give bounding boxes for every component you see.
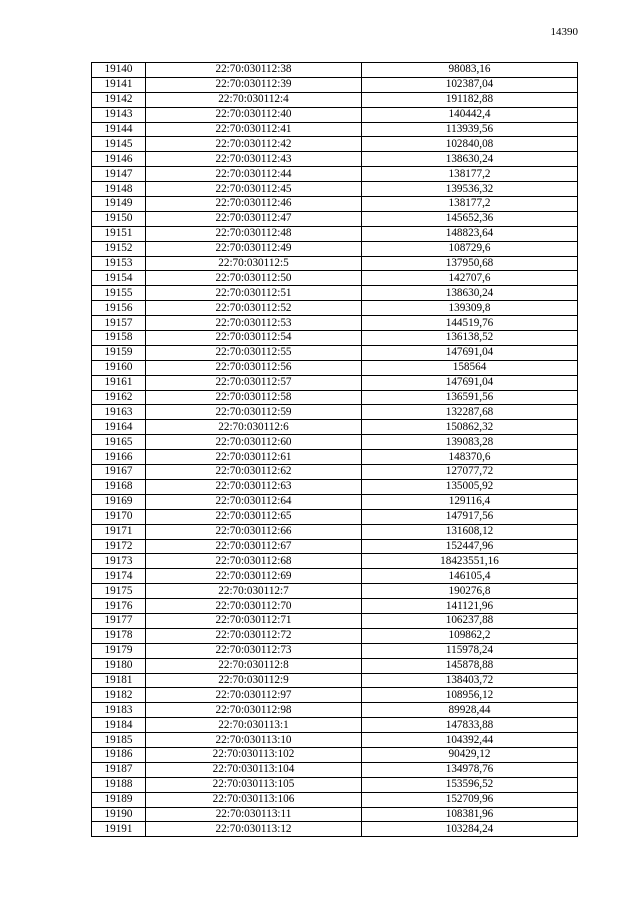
value-cell: 132287,68	[362, 405, 578, 420]
value-cell: 90429,12	[362, 747, 578, 762]
table-row	[92, 450, 578, 465]
value-cell: 139536,32	[362, 182, 578, 197]
row-number-cell: 19147	[92, 167, 146, 182]
table-row	[92, 703, 578, 718]
table-row	[92, 286, 578, 301]
row-number-cell: 19170	[92, 509, 146, 524]
value-cell: 127077,72	[362, 465, 578, 480]
table-row	[92, 494, 578, 509]
value-cell: 115978,24	[362, 643, 578, 658]
value-cell: 148370,6	[362, 450, 578, 465]
cadastral-number-cell: 22:70:030112:51	[146, 286, 362, 301]
table-row	[92, 211, 578, 226]
value-cell: 140442,4	[362, 107, 578, 122]
row-number-cell: 19140	[92, 63, 146, 78]
table-row	[92, 375, 578, 390]
row-number-cell: 19183	[92, 703, 146, 718]
value-cell: 113939,56	[362, 122, 578, 137]
cadastral-number-cell: 22:70:030113:11	[146, 807, 362, 822]
table-row	[92, 628, 578, 643]
row-number-cell: 19168	[92, 479, 146, 494]
value-cell: 138177,2	[362, 197, 578, 212]
table-row	[92, 107, 578, 122]
row-number-cell: 19177	[92, 613, 146, 628]
value-cell: 150862,32	[362, 420, 578, 435]
table-row	[92, 777, 578, 792]
table-row	[92, 122, 578, 137]
row-number-cell: 19189	[92, 792, 146, 807]
value-cell: 138630,24	[362, 152, 578, 167]
row-number-cell: 19156	[92, 301, 146, 316]
table-row	[92, 77, 578, 92]
row-number-cell: 19155	[92, 286, 146, 301]
row-number-cell: 19141	[92, 77, 146, 92]
value-cell: 136591,56	[362, 390, 578, 405]
cadastral-number-cell: 22:70:030112:41	[146, 122, 362, 137]
table-row	[92, 673, 578, 688]
row-number-cell: 19185	[92, 733, 146, 748]
cadastral-number-cell: 22:70:030113:1	[146, 718, 362, 733]
cadastral-number-cell: 22:70:030113:104	[146, 762, 362, 777]
cadastral-number-cell: 22:70:030112:53	[146, 316, 362, 331]
value-cell: 145878,88	[362, 658, 578, 673]
row-number-cell: 19184	[92, 718, 146, 733]
cadastral-number-cell: 22:70:030112:67	[146, 539, 362, 554]
value-cell: 129116,4	[362, 494, 578, 509]
table-row	[92, 747, 578, 762]
table-row	[92, 152, 578, 167]
cadastral-number-cell: 22:70:030112:68	[146, 554, 362, 569]
cadastral-number-cell: 22:70:030112:54	[146, 331, 362, 346]
table-row	[92, 554, 578, 569]
cadastral-number-cell: 22:70:030112:70	[146, 599, 362, 614]
value-cell: 158564	[362, 360, 578, 375]
cadastral-number-cell: 22:70:030112:66	[146, 524, 362, 539]
table-row	[92, 822, 578, 837]
row-number-cell: 19142	[92, 92, 146, 107]
cadastral-number-cell: 22:70:030113:12	[146, 822, 362, 837]
table-row	[92, 390, 578, 405]
cadastral-number-cell: 22:70:030112:60	[146, 435, 362, 450]
row-number-cell: 19173	[92, 554, 146, 569]
cadastral-number-cell: 22:70:030112:59	[146, 405, 362, 420]
cadastral-number-cell: 22:70:030112:5	[146, 256, 362, 271]
cadastral-number-cell: 22:70:030112:56	[146, 360, 362, 375]
value-cell: 152709,96	[362, 792, 578, 807]
cadastral-number-cell: 22:70:030112:71	[146, 613, 362, 628]
value-cell: 142707,6	[362, 271, 578, 286]
row-number-cell: 19172	[92, 539, 146, 554]
value-cell: 139309,8	[362, 301, 578, 316]
cadastral-number-cell: 22:70:030112:42	[146, 137, 362, 152]
row-number-cell: 19188	[92, 777, 146, 792]
cadastral-number-cell: 22:70:030112:61	[146, 450, 362, 465]
value-cell: 138177,2	[362, 167, 578, 182]
table-row	[92, 584, 578, 599]
row-number-cell: 19171	[92, 524, 146, 539]
table-row	[92, 226, 578, 241]
table-row	[92, 137, 578, 152]
cadastral-number-cell: 22:70:030112:50	[146, 271, 362, 286]
cadastral-number-cell: 22:70:030112:40	[146, 107, 362, 122]
table-row	[92, 658, 578, 673]
value-cell: 191182,88	[362, 92, 578, 107]
value-cell: 106237,88	[362, 613, 578, 628]
value-cell: 147691,04	[362, 345, 578, 360]
value-cell: 104392,44	[362, 733, 578, 748]
table-row	[92, 718, 578, 733]
value-cell: 98083,16	[362, 63, 578, 78]
cadastral-number-cell: 22:70:030112:39	[146, 77, 362, 92]
row-number-cell: 19144	[92, 122, 146, 137]
cadastral-number-cell: 22:70:030112:63	[146, 479, 362, 494]
row-number-cell: 19178	[92, 628, 146, 643]
value-cell: 108956,12	[362, 688, 578, 703]
row-number-cell: 19187	[92, 762, 146, 777]
cadastral-number-cell: 22:70:030113:10	[146, 733, 362, 748]
value-cell: 145652,36	[362, 211, 578, 226]
row-number-cell: 19163	[92, 405, 146, 420]
cadastral-number-cell: 22:70:030112:48	[146, 226, 362, 241]
cadastral-number-cell: 22:70:030112:58	[146, 390, 362, 405]
value-cell: 109862,2	[362, 628, 578, 643]
value-cell: 147917,56	[362, 509, 578, 524]
table-row	[92, 643, 578, 658]
value-cell: 144519,76	[362, 316, 578, 331]
row-number-cell: 19164	[92, 420, 146, 435]
cadastral-number-cell: 22:70:030112:47	[146, 211, 362, 226]
table-row	[92, 271, 578, 286]
value-cell: 108381,96	[362, 807, 578, 822]
value-cell: 108729,6	[362, 241, 578, 256]
cadastral-value-table	[91, 62, 578, 837]
cadastral-number-cell: 22:70:030112:44	[146, 167, 362, 182]
cadastral-number-cell: 22:70:030112:73	[146, 643, 362, 658]
row-number-cell: 19180	[92, 658, 146, 673]
row-number-cell: 19179	[92, 643, 146, 658]
table-row	[92, 613, 578, 628]
value-cell: 102387,04	[362, 77, 578, 92]
value-cell: 141121,96	[362, 599, 578, 614]
cadastral-number-cell: 22:70:030112:6	[146, 420, 362, 435]
table-row	[92, 241, 578, 256]
row-number-cell: 19167	[92, 465, 146, 480]
row-number-cell: 19143	[92, 107, 146, 122]
table-row	[92, 360, 578, 375]
table-row	[92, 182, 578, 197]
table-row	[92, 316, 578, 331]
row-number-cell: 19153	[92, 256, 146, 271]
row-number-cell: 19174	[92, 569, 146, 584]
cadastral-number-cell: 22:70:030112:64	[146, 494, 362, 509]
value-cell: 139083,28	[362, 435, 578, 450]
row-number-cell: 19161	[92, 375, 146, 390]
row-number-cell: 19157	[92, 316, 146, 331]
value-cell: 131608,12	[362, 524, 578, 539]
row-number-cell: 19145	[92, 137, 146, 152]
row-number-cell: 19186	[92, 747, 146, 762]
value-cell: 190276,8	[362, 584, 578, 599]
value-cell: 146105,4	[362, 569, 578, 584]
table-row	[92, 63, 578, 78]
table-row	[92, 167, 578, 182]
row-number-cell: 19151	[92, 226, 146, 241]
row-number-cell: 19166	[92, 450, 146, 465]
row-number-cell: 19148	[92, 182, 146, 197]
value-cell: 89928,44	[362, 703, 578, 718]
table-row	[92, 569, 578, 584]
row-number-cell: 19152	[92, 241, 146, 256]
cadastral-number-cell: 22:70:030113:105	[146, 777, 362, 792]
table-row	[92, 762, 578, 777]
row-number-cell: 19190	[92, 807, 146, 822]
table-row	[92, 405, 578, 420]
table-body	[92, 63, 578, 837]
page-number: 14390	[550, 26, 578, 38]
cadastral-number-cell: 22:70:030112:49	[146, 241, 362, 256]
table-row	[92, 465, 578, 480]
table-row	[92, 599, 578, 614]
table-row	[92, 301, 578, 316]
table-row	[92, 479, 578, 494]
value-cell: 147691,04	[362, 375, 578, 390]
cadastral-number-cell: 22:70:030112:98	[146, 703, 362, 718]
row-number-cell: 19146	[92, 152, 146, 167]
row-number-cell: 19162	[92, 390, 146, 405]
value-cell: 137950,68	[362, 256, 578, 271]
cadastral-number-cell: 22:70:030112:7	[146, 584, 362, 599]
cadastral-number-cell: 22:70:030112:45	[146, 182, 362, 197]
row-number-cell: 19191	[92, 822, 146, 837]
table-row	[92, 420, 578, 435]
row-number-cell: 19154	[92, 271, 146, 286]
cadastral-number-cell: 22:70:030112:65	[146, 509, 362, 524]
row-number-cell: 19150	[92, 211, 146, 226]
table-row	[92, 197, 578, 212]
cadastral-number-cell: 22:70:030112:46	[146, 197, 362, 212]
row-number-cell: 19176	[92, 599, 146, 614]
value-cell: 148823,64	[362, 226, 578, 241]
cadastral-number-cell: 22:70:030113:102	[146, 747, 362, 762]
cadastral-number-cell: 22:70:030112:43	[146, 152, 362, 167]
cadastral-number-cell: 22:70:030112:55	[146, 345, 362, 360]
value-cell: 138630,24	[362, 286, 578, 301]
table-row	[92, 331, 578, 346]
row-number-cell: 19160	[92, 360, 146, 375]
row-number-cell: 19181	[92, 673, 146, 688]
row-number-cell: 19149	[92, 197, 146, 212]
value-cell: 152447,96	[362, 539, 578, 554]
cadastral-number-cell: 22:70:030112:4	[146, 92, 362, 107]
value-cell: 153596,52	[362, 777, 578, 792]
table-row	[92, 92, 578, 107]
table-row	[92, 733, 578, 748]
cadastral-number-cell: 22:70:030113:106	[146, 792, 362, 807]
cadastral-number-cell: 22:70:030112:62	[146, 465, 362, 480]
row-number-cell: 19169	[92, 494, 146, 509]
value-cell: 147833,88	[362, 718, 578, 733]
value-cell: 135005,92	[362, 479, 578, 494]
cadastral-number-cell: 22:70:030112:9	[146, 673, 362, 688]
value-cell: 134978,76	[362, 762, 578, 777]
value-cell: 103284,24	[362, 822, 578, 837]
cadastral-number-cell: 22:70:030112:97	[146, 688, 362, 703]
row-number-cell: 19182	[92, 688, 146, 703]
table-row	[92, 792, 578, 807]
value-cell: 102840,08	[362, 137, 578, 152]
cadastral-number-cell: 22:70:030112:8	[146, 658, 362, 673]
value-cell: 138403,72	[362, 673, 578, 688]
row-number-cell: 19175	[92, 584, 146, 599]
table-row	[92, 524, 578, 539]
table-row	[92, 688, 578, 703]
row-number-cell: 19158	[92, 331, 146, 346]
table-row	[92, 256, 578, 271]
table-row	[92, 509, 578, 524]
cadastral-number-cell: 22:70:030112:52	[146, 301, 362, 316]
table-row	[92, 807, 578, 822]
cadastral-number-cell: 22:70:030112:72	[146, 628, 362, 643]
row-number-cell: 19165	[92, 435, 146, 450]
table-row	[92, 345, 578, 360]
row-number-cell: 19159	[92, 345, 146, 360]
value-cell: 136138,52	[362, 331, 578, 346]
cadastral-number-cell: 22:70:030112:57	[146, 375, 362, 390]
value-cell: 18423551,16	[362, 554, 578, 569]
table-row	[92, 435, 578, 450]
cadastral-number-cell: 22:70:030112:69	[146, 569, 362, 584]
cadastral-number-cell: 22:70:030112:38	[146, 63, 362, 78]
table-row	[92, 539, 578, 554]
